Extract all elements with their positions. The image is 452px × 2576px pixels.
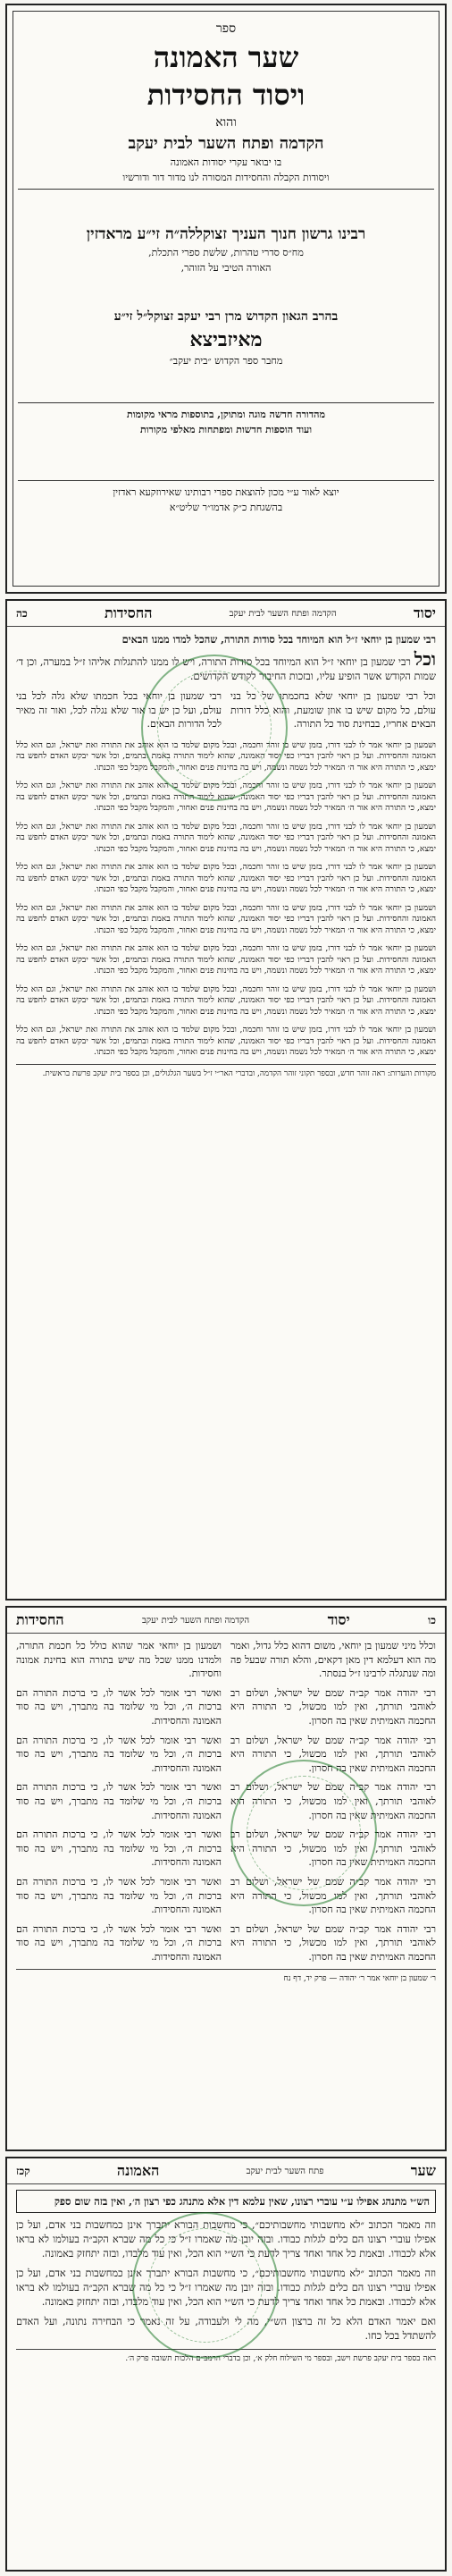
column-right: וכל רבי שמעון בן יוחאי שלא בחכמתו של כל בני עולם, כל מקום שיש בו אוזן שומעת, והוא כלל דורות הבאים אחריו, בבחינת סוד כל התורה.	[230, 690, 436, 731]
body-right-3: רבי יהודה אמר קב״ה שמם של ישראל, ושלום רב לאוהבי תורתך, ואין למו מכשול, כי התורה היא החכמה האמיתית שאין בה חסרון.	[230, 1781, 436, 1821]
header-right: יסוד	[413, 604, 436, 621]
running-header	[7, 2158, 445, 2184]
body-left-6: ואשר רבי אומר לכל אשר לו, כי ברכות התורה הם ברכות ה׳, וכל מי שלומד בה מתברך, ויש בה סוד האמונה והחסידות.	[16, 1922, 222, 1963]
body-left-4: ואשר רבי אומר לכל אשר לו, כי ברכות התורה הם ברכות ה׳, וכל מי שלומד בה מתברך, ויש בה סוד האמונה והחסידות.	[16, 1829, 222, 1869]
divider	[18, 480, 434, 481]
title-page	[5, 4, 447, 594]
body-text-6: ושמעון בן יוחאי אמר לו לבני דורו, בזמן שיש בו זוהר וחכמה, ובכל מקום שלמד בו הוא אוהב את התורה ואת ישראל, וגם הוא כלל האמונה והחסידות. ועל כן ראוי להבין דבריו כפי יסוד האמונה, שהוא לימוד התורה באמת ובתמים, וכל אשר יבקש האדם לחפש בה ימצא, כי התורה היא אור ה׳ המאיר לכל נשמה ונשמה, ויש בה בחינות פנים ואחור, והמקבל מקבל כפי הכנתו.	[16, 943, 436, 976]
body-right-2: רבי יהודה אמר קב״ה שמם של ישראל, ושלום רב לאוהבי תורתך, ואין למו מכשול, כי התורה היא החכמה האמיתית שאין בה חסרון.	[230, 1734, 436, 1774]
two-column-block	[16, 689, 436, 731]
two-column-block-2	[16, 1734, 436, 1776]
body-right-5: רבי יהודה אמר קב״ה שמם של ישראל, ושלום רב לאוהבי תורתך, ואין למו מכשול, כי התורה היא החכמה האמיתית שאין בה חסרון.	[230, 1875, 436, 1916]
sub-paragraph: ואם יאמר האדם הלא כל זה ברצון הש״י, מה לי ולעבודה, על זה נאמר כי הבחירה נתונה, ועל האדם להשתדל בכל כחו.	[16, 2316, 436, 2342]
page-number: כה	[16, 606, 28, 620]
body-text-8: ושמעון בן יוחאי אמר לו לבני דורו, בזמן שיש בו זוהר וחכמה, ובכל מקום שלמד בו הוא אוהב את התורה ואת ישראל, וגם הוא כלל האמונה והחסידות. ועל כן ראוי להבין דבריו כפי יסוד האמונה, שהוא לימוד התורה באמת ובתמים, וכל אשר יבקש האדם לחפש בה ימצא, כי התורה היא אור ה׳ המאיר לכל נשמה ונשמה, ויש בה בחינות פנים ואחור, והמקבל מקבל כפי הכנתו.	[16, 1025, 436, 1058]
body-right-1: רבי יהודה אמר קב״ה שמם של ישראל, ושלום רב לאוהבי תורתך, ואין למו מכשול, כי התורה היא החכמה האמיתית שאין בה חסרון.	[230, 1686, 436, 1727]
edition-line-2: ועוד הוספות חדשות ומפתחות מאלפי מקורות	[139, 424, 313, 435]
column-right: וכלל מיני שמעון בן יוחאי, משום דהוא כלל גדול, ואמר מה הוא דעלמא דין מאן דקאים, והלא תורה שבעל פה ומה שנתגלה לרבינו ז״ל בנסתר.	[230, 1640, 436, 1680]
body-text-5: ושמעון בן יוחאי אמר לו לבני דורו, בזמן שיש בו זוהר וחכמה, ובכל מקום שלמד בו הוא אוהב את התורה ואת ישראל, וגם הוא כלל האמונה והחסידות. ועל כן ראוי להבין דבריו כפי יסוד האמונה, שהוא לימוד התורה באמת ובתמים, וכל אשר יבקש האדם לחפש בה ימצא, כי התורה היא אור ה׳ המאיר לכל נשמה ונשמה, ויש בה בחינות פנים ואחור, והמקבל מקבל כפי הכנתו.	[16, 902, 436, 935]
header-left: האמונה	[116, 2162, 160, 2179]
footnote: מקורות והערות: ראה זוהר חדש, ובספר תקוני זוהר הקדמה, ובדברי האר״י ז״ל בשער הגלגולים, וכן בספר בית יעקב פרשת בראשית.	[16, 1064, 436, 1079]
footnote: ראה בספר בית יעקב פרשת וישב, ובספר מי השילוח חלק א׳, וכן בדברי הרמב״ם הלכות תשובה פרק ה׳.	[16, 2349, 436, 2364]
text-page-4	[5, 2157, 447, 2572]
author-sub-2: האורה הטיבי על הזוהר,	[180, 262, 272, 274]
author-sub-1: מח״ס סדרי טהרות, שלשת ספרי התכלת,	[148, 247, 304, 258]
header-mid: הקדמה ופתח השער לבית יעקב	[229, 608, 337, 619]
text-page-2	[5, 599, 447, 1600]
body-right-4: רבי יהודה אמר קב״ה שמם של ישראל, ושלום רב לאוהבי תורתך, ואין למו מכשול, כי התורה היא החכמה האמיתית שאין בה חסרון.	[230, 1829, 436, 1869]
body-text-4: ושמעון בן יוחאי אמר לו לבני דורו, בזמן שיש בו זוהר וחכמה, ובכל מקום שלמד בו הוא אוהב את התורה ואת ישראל, וגם הוא כלל האמונה והחסידות. ועל כן ראוי להבין דבריו כפי יסוד האמונה, שהוא לימוד התורה באמת ובתמים, וכל אשר יבקש האדם לחפש בה ימצא, כי התורה היא אור ה׳ המאיר לכל נשמה ונשמה, ויש בה בחינות פנים ואחור, והמקבל מקבל כפי הכנתו.	[16, 862, 436, 895]
page-footer: ר׳ שמעון בן יוחאי אמר ר׳ יהודה — פרק יד, דף נח	[16, 1969, 436, 1984]
body-paragraph-1: וזה מאמר הכתוב ״לא מחשבותי מחשבותיכם״, כי מחשבות הבורא יתברך אינן כמחשבות בני אדם, ועל כן אפילו עוברי רצונו הם כלים לגלות כבודו. ובזה יובן מה שאמרו ז״ל כי כל מה שברא הקב״ה בעולמו לא בראו אלא לכבודו. ובאמת כל אחד ואחד צריך לדעת כי הש״י הוא הכל, ואין עוד מלבדו, ובזה יתחזק באמונה.	[16, 2219, 436, 2259]
body-text-2: ושמעון בן יוחאי אמר לו לבני דורו, בזמן שיש בו זוהר וחכמה, ובכל מקום שלמד בו הוא אוהב את התורה ואת ישראל, וגם הוא כלל האמונה והחסידות. ועל כן ראוי להבין דבריו כפי יסוד האמונה, שהוא לימוד התורה באמת ובתמים, וכל אשר יבקש האדם לחפש בה ימצא, כי התורה היא אור ה׳ המאיר לכל נשמה ונשמה, ויש בה בחינות פנים ואחור, והמקבל מקבל כפי הכנתו.	[16, 781, 436, 814]
opening-word: וכל	[414, 648, 436, 670]
page-number: כו	[428, 1613, 436, 1626]
two-column-block-top	[16, 1639, 436, 1681]
book-subtitle: הקדמה ופתח השער לבית יעקב	[128, 134, 324, 153]
body-text-7: ושמעון בן יוחאי אמר לו לבני דורו, בזמן שיש בו זוהר וחכמה, ובכל מקום שלמד בו הוא אוהב את התורה ואת ישראל, וגם הוא כלל האמונה והחסידות. ועל כן ראוי להבין דבריו כפי יסוד האמונה, שהוא לימוד התורה באמת ובתמים, וכל אשר יבקש האדם לחפש בה ימצא, כי התורה היא אור ה׳ המאיר לכל נשמה ונשמה, ויש בה בחינות פנים ואחור, והמקבל מקבל כפי הכנתו.	[16, 984, 436, 1017]
header-mid-2: הקדמה ופתח השער לבית יעקב	[141, 1615, 250, 1626]
two-column-block-5	[16, 1875, 436, 1917]
top-note: רבי שמעון בן יוחאי ז״ל הוא המיוחד בכל סודות התורה, שהכל למדו ממנו הבאים	[121, 633, 436, 646]
divider	[18, 189, 434, 190]
body-left-3: ואשר רבי אומר לכל אשר לו, כי ברכות התורה הם ברכות ה׳, וכל מי שלומד בה מתברך, ויש בה סוד האמונה והחסידות.	[16, 1781, 222, 1821]
description-2: ויסודות הקבלה והחסידות המסורה לנו מדור דור ודורשיו	[122, 172, 330, 183]
body-left-5: ואשר רבי אומר לכל אשר לו, כי ברכות התורה הם ברכות ה׳, וכל מי שלומד בה מתברך, ויש בה סוד האמונה והחסידות.	[16, 1875, 222, 1916]
column-left: ושמעון בן יוחאי אמר שהוא כולל כל חכמת התורה, ולמדנו ממנו שכל מה שיש בתורה הוא בחינת אמונה וחסידות.	[16, 1640, 222, 1680]
text-page-3	[5, 1606, 447, 2151]
header-mid: יסוד	[327, 1611, 350, 1628]
divider	[18, 402, 434, 403]
opening-statement: הש״י מתנהג אפילו ע״י עוברי רצונו, שאין עלמא דין אלא מתנהג כפי רצון ה׳, ואין בזה שום ספק	[54, 2195, 430, 2208]
edition-line-1: מהדורה חדשה מוגה ומתוקן, בתוספות מראי מקומות	[127, 409, 325, 420]
author-line: רבינו גרשון חנוך העניך זצוקללה״ה זי״ע מראדזין	[86, 225, 366, 243]
publisher-line: יוצא לאור ע״י מכון להוצאת ספרי רבותינו שאירוזקעא ראדזין	[113, 486, 339, 498]
publisher-sub: בהשגחת כ״ק אדמו״ר שליט״א	[169, 502, 283, 513]
page-number: קכז	[16, 2164, 30, 2177]
grand-line: בהרב הגאון הקדוש מרן רבי יעקב זצוקל״ל זי״ע	[113, 309, 339, 324]
body-paragraph-2: וזה מאמר הכתוב ״לא מחשבותי מחשבותיכם״, כי מחשבות הבורא יתברך אינן כמחשבות בני אדם, ועל כן אפילו עוברי רצונו הם כלים לגלות כבודו. ובזה יובן מה שאמרו ז״ל כי כל מה שברא הקב״ה בעולמו לא בראו אלא לכבודו. ובאמת כל אחד ואחד צריך לדעת כי הש״י הוא הכל, ואין עוד מלבדו, ובזה יתחזק באמונה.	[16, 2268, 436, 2308]
running-header	[7, 601, 445, 627]
main-paragraph: רבי שמעון בן יוחאי ז״ל הוא המיוחד בכל סודות התורה, ויש לו ממנו להתגלות אליהו ז״ל במערה, וכן ד׳ שמות הקודש אשר הופיע עליו, ובזכות החיבור לקודש הקדושים.	[16, 656, 436, 682]
header-left: החסידות	[16, 1611, 64, 1628]
header-mid: פתח השער לבית יעקב	[246, 2166, 324, 2176]
description-1: בו יבואר עקרי יסודות האמונה	[170, 156, 282, 168]
two-column-block-4	[16, 1828, 436, 1870]
body-text-1: ושמעון בן יוחאי אמר לו לבני דורו, בזמן שיש בו זוהר וחכמה, ובכל מקום שלמד בו הוא אוהב את התורה ואת ישראל, וגם הוא כלל האמונה והחסידות. ועל כן ראוי להבין דבריו כפי יסוד האמונה, שהוא לימוד התורה באמת ובתמים, וכל אשר יבקש האדם לחפש בה ימצא, כי התורה היא אור ה׳ המאיר לכל נשמה ונשמה, ויש בה בחינות פנים ואחור, והמקבל מקבל כפי הכנתו.	[16, 739, 436, 773]
header-right: שער	[410, 2162, 436, 2179]
book-author-line: מחבר ספר הקדוש ״בית יעקב״	[169, 355, 283, 367]
two-column-block-3	[16, 1780, 436, 1822]
book-title-line2: ויסוד החסידות	[146, 78, 306, 112]
book-title-line1: שער האמונה	[153, 40, 299, 74]
body-text-3: ושמעון בן יוחאי אמר לו לבני דורו, בזמן שיש בו זוהר וחכמה, ובכל מקום שלמד בו הוא אוהב את התורה ואת ישראל, וגם הוא כלל האמונה והחסידות. ועל כן ראוי להבין דבריו כפי יסוד האמונה, שהוא לימוד התורה באמת ובתמים, וכל אשר יבקש האדם לחפש בה ימצא, כי התורה היא אור ה׳ המאיר לכל נשמה ונשמה, ויש בה בחינות פנים ואחור, והמקבל מקבל כפי הכנתו.	[16, 821, 436, 854]
two-column-block-1	[16, 1686, 436, 1728]
place-name: מאיזביצא	[189, 328, 263, 351]
header-left: החסידות	[104, 604, 153, 621]
body-left-2: ואשר רבי אומר לכל אשר לו, כי ברכות התורה הם ברכות ה׳, וכל מי שלומד בה מתברך, ויש בה סוד האמונה והחסידות.	[16, 1734, 222, 1774]
book-label: ספר	[215, 21, 237, 36]
two-column-block-6	[16, 1922, 436, 1964]
column-left: רבי שמעון בן יוחאי בכל חכמתו שלא גלה לכל בני עולם, ועל כן יש בו אור שלא נגלה לכל, ואור זה מאיר לכל הדורות הבאים.	[16, 690, 222, 731]
and-is-label: והוא	[215, 115, 237, 130]
running-header	[7, 1608, 445, 1634]
body-right-6: רבי יהודה אמר קב״ה שמם של ישראל, ושלום רב לאוהבי תורתך, ואין למו מכשול, כי התורה היא החכמה האמיתית שאין בה חסרון.	[230, 1922, 436, 1963]
body-left-1: ואשר רבי אומר לכל אשר לו, כי ברכות התורה הם ברכות ה׳, וכל מי שלומד בה מתברך, ויש בה סוד האמונה והחסידות.	[16, 1686, 222, 1727]
